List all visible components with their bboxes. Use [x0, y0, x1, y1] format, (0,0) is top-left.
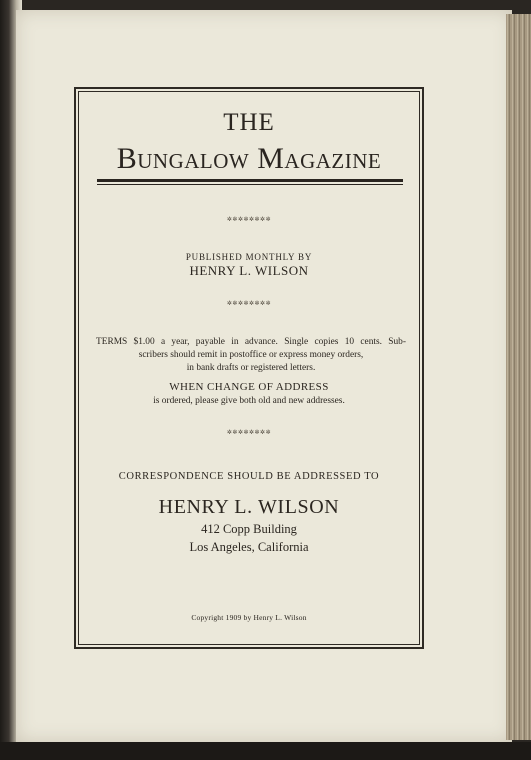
title-rule-thick [97, 179, 403, 182]
terms-line: TERMS $1.00 a year, payable in advance. Single copies 10 cents. Sub- [96, 337, 406, 347]
change-of-address-heading: WHEN CHANGE OF ADDRESS [169, 381, 329, 393]
ornament-divider: ✲✲✲✲✲✲✲✲ [226, 301, 272, 307]
published-label: PUBLISHED MONTHLY BY [185, 252, 313, 262]
magazine-title: Bungalow Magazine [116, 142, 382, 175]
page-edges [506, 14, 531, 740]
publisher-name: HENRY L. WILSON [189, 263, 309, 278]
title-rule-thin [97, 184, 403, 185]
terms-line: in bank drafts or registered letters. [186, 363, 316, 373]
title-page-content [78, 91, 420, 645]
address-line: 412 Copp Building [201, 522, 297, 536]
terms-paragraph [96, 336, 406, 375]
ornament-divider: ✲✲✲✲✲✲✲✲ [226, 430, 272, 436]
bottom-shadow [0, 742, 531, 760]
title-the: THE [223, 109, 275, 136]
address-line: Los Angeles, California [189, 540, 309, 554]
copyright-notice: Copyright 1909 by Henry L. Wilson [191, 613, 307, 622]
correspondence-label: CORRESPONDENCE SHOULD BE ADDRESSED TO [118, 471, 380, 482]
ornament-divider: ✲✲✲✲✲✲✲✲ [226, 217, 272, 223]
terms-line: scribers should remit in postoffice or express money orders, [138, 350, 364, 360]
addressee-name: HENRY L. WILSON [158, 496, 340, 518]
change-of-address-text: is ordered, please give both old and new addresses. [153, 396, 345, 406]
